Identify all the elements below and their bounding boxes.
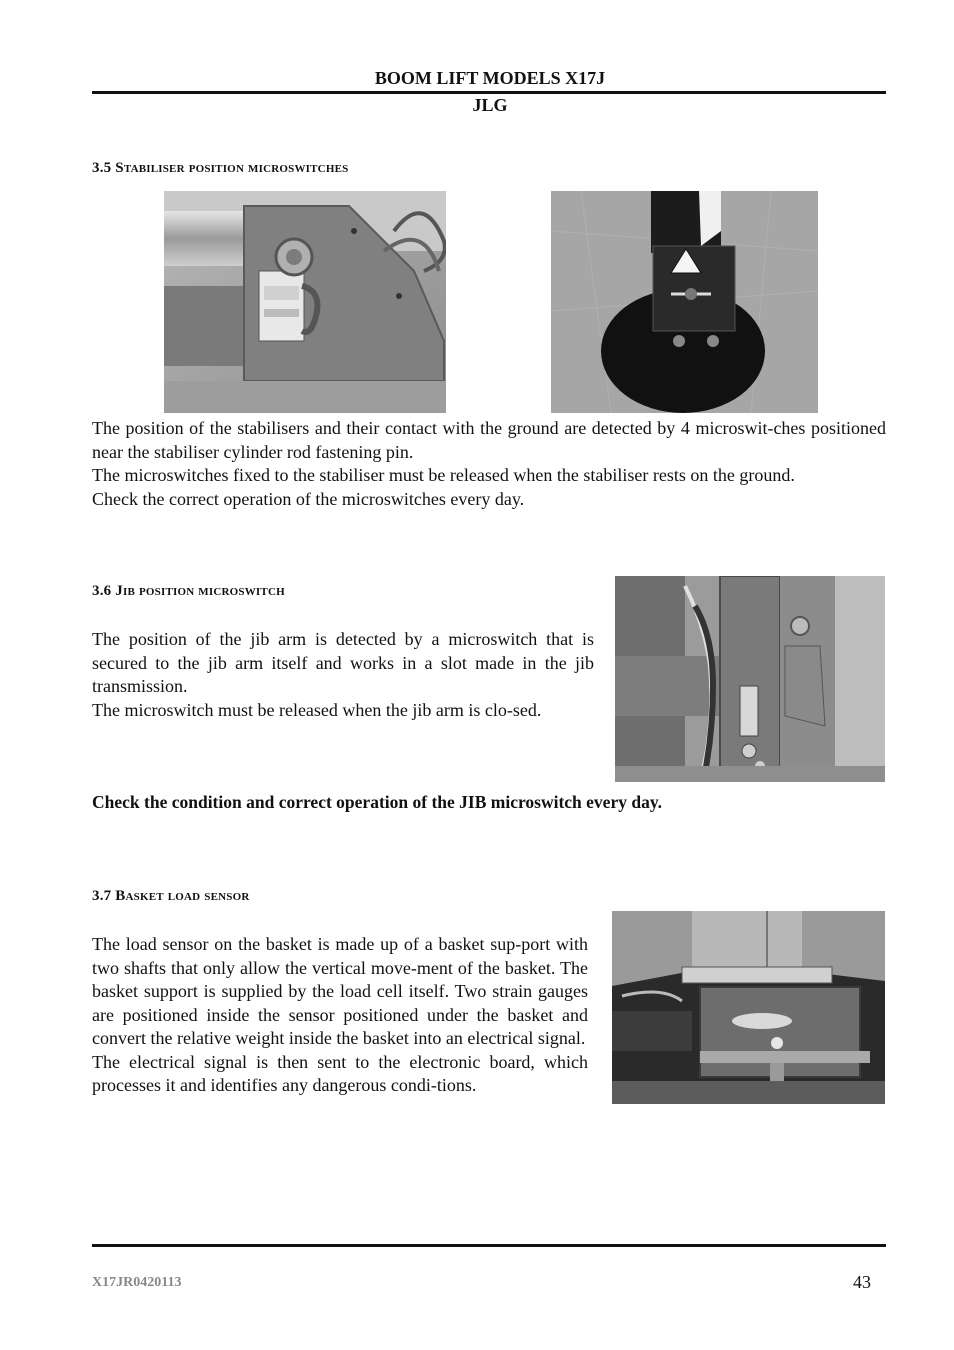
stabiliser-microswitch-photo (164, 191, 446, 413)
paragraph: The microswitches fixed to the stabiliser must be released when the stabiliser rests on the ground. (92, 465, 795, 485)
stabiliser-text-block (92, 417, 886, 511)
paragraph: The position of the stabilisers and their contact with the ground are detected by 4 microswit-ches positioned near the stabiliser cylinder rod fastening pin. (92, 418, 886, 462)
paragraph: The position of the jib arm is detected by a microswitch that is secured to the jib arm itself and works in a slot made in the jib transmission. (92, 629, 594, 696)
stabiliser-foot-photo (551, 191, 818, 413)
paragraph: The load sensor on the basket is made up of a basket sup-port with two shafts that only allow the vertical move-ment of the basket. The basket support is supplied by the load cell itself. Two strain gauges are positioned inside the sensor positioned under the basket and convert the relative weight inside the basket into an electrical signal. (92, 934, 588, 1048)
basket-text-block (92, 933, 588, 1098)
jib-microswitch-photo (615, 576, 885, 782)
header-rule (92, 91, 886, 94)
document-code: X17JR0420113 (92, 1275, 182, 1290)
section-title-stabiliser: 3.5 Stabiliser position microswitches (92, 160, 349, 176)
paragraph: The electrical signal is then sent to the electronic board, which processes it and identifies any dangerous condi-tions. (92, 1051, 588, 1095)
section-title-jib: 3.6 Jib position microswitch (92, 583, 285, 599)
jib-text-block (92, 628, 594, 722)
jib-daily-check-note: Check the condition and correct operation of the JIB microswitch every day. (92, 792, 662, 812)
document-header-brand: JLG (472, 95, 508, 115)
paragraph: Check the correct operation of the microswitches every day. (92, 488, 525, 509)
section-title-basket: 3.7 Basket load sensor (92, 888, 250, 904)
footer-rule (92, 1244, 886, 1247)
paragraph: The microswitch must be released when the jib arm is clo-sed. (92, 699, 542, 720)
basket-load-sensor-photo (612, 911, 885, 1104)
document-header-title: BOOM LIFT MODELS X17J (374, 68, 606, 88)
page-number: 43 (853, 1272, 871, 1292)
